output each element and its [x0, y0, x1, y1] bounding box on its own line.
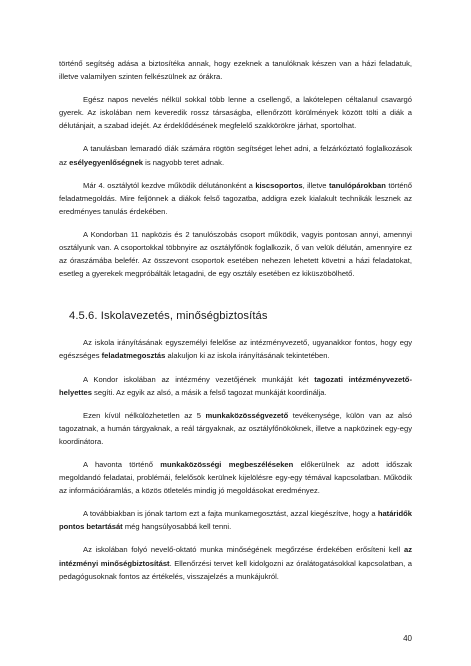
- text-run: Az iskolában folyó nevelő-oktató munka minőségének megőrzése érdekében erősíteni kell: [83, 545, 404, 555]
- body-paragraph: [59, 336, 412, 362]
- section-continued-text: [59, 57, 412, 280]
- bold-phrase: az intézményi minőségbiztosítást: [59, 545, 412, 568]
- text-run: alakuljon ki az iskola irányításának tekintetében.: [165, 351, 330, 361]
- body-paragraph: [59, 458, 412, 497]
- text-run: A továbbiakban is jónak tartom ezt a fajta munkamegosztást, azzal kiegészítve, hogy a: [83, 509, 378, 519]
- body-paragraph: [59, 179, 412, 218]
- section-heading: 4.5.6. Iskolavezetés, minőségbiztosítás: [69, 310, 268, 323]
- body-paragraph: [59, 507, 412, 533]
- text-run: segíti. Az egyik az alsó, a másik a felső tagozat munkáját koordinálja.: [91, 387, 327, 397]
- text-run: még hangsúlyosabbá kell tenni.: [122, 522, 232, 532]
- text-run: történő segítség adása a biztosítéka annak, hogy ezeknek a tanulóknak készen van a házi feladatuk, illetve valamilyen szinten felkészülnek az órákra.: [59, 59, 412, 82]
- body-paragraph: [59, 93, 412, 132]
- text-run: Az iskola irányításának egyszemélyi felelőse az intézményvezető, ugyanakkor fontos, hogy egy egészséges: [59, 338, 412, 361]
- bold-phrase: esélyegyenlőségnek: [69, 157, 144, 167]
- body-paragraph: [59, 142, 412, 168]
- text-run: A havonta történő: [83, 459, 161, 469]
- text-run: A Kondor iskolában az intézmény vezetőjének munkáját két: [83, 374, 315, 384]
- text-run: A Kondorban 11 napközis és 2 tanulószobás csoport működik, vagyis pontosan annyi, amennyi osztályunk van. A csoportokkal többnyire az osztályfőnök foglalkozik, ő van velük délután, amennyire ez az óraszámába belefér. Az összevont csoportok esetében nehezen lehetett követni a házi feladatokat, esetleg a gyerekek megpróbálták letagadni, de egy osztály esetében ez kiküszöbölhető.: [59, 229, 412, 279]
- text-run: , illetve: [302, 180, 329, 190]
- text-run: történő feladatmegoldás. Mire feljönnek a diákok felső tagozatba, addigra ezek kialakult technikák lesznek az eredményes tanulás érdekében.: [59, 180, 412, 216]
- bold-phrase: munkaközösségvezető: [205, 410, 289, 420]
- text-run: . Ellenőrzési tervet kell kidolgozni az óralátogatásokkal kapcsolatban, a pedagógusoknak fontos az értékelés, visszajelzés a munkájukról.: [59, 558, 412, 581]
- text-run: tevékenysége, külön van az alsó tagozatnak, a humán tárgyaknak, a reál tárgyaknak, az osztályfőnököknek, illetve a napközinek egy-egy koordinátora.: [59, 410, 412, 446]
- body-paragraph: [59, 409, 412, 448]
- bold-phrase: feladatmegosztás: [101, 351, 166, 361]
- text-run: A tanulásban lemaradó diák számára rögtön segítséget lehet adni, a felzárkóztató foglalkozások az: [59, 144, 412, 167]
- bold-phrase: tanulópárokban: [328, 180, 386, 190]
- bold-phrase: munkaközösségi megbeszéléseken: [160, 459, 294, 469]
- bold-phrase: kiscsoportos: [255, 180, 303, 190]
- body-paragraph: [59, 543, 412, 582]
- text-run: előkerülnek az adott időszak megoldandó feladatai, problémái, felelősök kerülnek kijelölésre egy-egy témával kapcsolatban. Működik az információáramlás, a közös ötletelés mindig jó megoldásokat eredményez.: [59, 459, 412, 496]
- bold-phrase: határidők pontos betartását: [59, 509, 412, 532]
- page-number: 40: [403, 634, 412, 643]
- section-leadership-text: [59, 336, 412, 582]
- text-run: Már 4. osztálytól kezdve működik délutánonként a: [83, 180, 256, 190]
- body-paragraph: [59, 228, 412, 280]
- text-run: Ezen kívül nélkülözhetetlen az 5: [83, 410, 206, 420]
- text-run: Egész napos nevelés nélkül sokkal több lenne a csellengő, a lakótelepen céltalanul csavargó gyerek. Az iskolában nem keveredik rossz társaságba, ellenőrzött körülmények között tölti a diák a délutánjait, a szabad idejét. Az érdeklődésének megfelelő szakkörökre járhat, sportolhat.: [59, 95, 412, 131]
- bold-phrase: tagozati intézményvezető-helyettes: [59, 374, 412, 397]
- text-run: is nagyobb teret adnak.: [143, 157, 225, 167]
- body-paragraph: [59, 57, 412, 83]
- body-paragraph: [59, 373, 412, 399]
